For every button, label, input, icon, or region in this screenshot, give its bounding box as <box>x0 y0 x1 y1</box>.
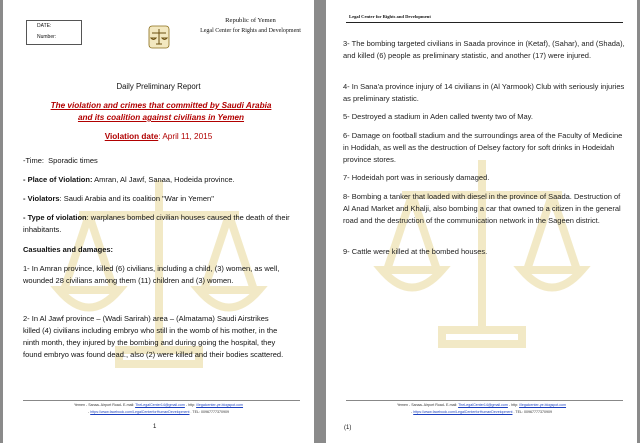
place-line <box>23 174 303 186</box>
casualty-item-5: 5- Destroyed a stadium in Aden called twenty two of May. <box>343 112 533 121</box>
violators-label: - Violators <box>23 194 60 203</box>
casualty-item-6: 6- Damage on football stadium and the surroundings area of the Faculty of Medicine in Hodidah, as well as the destruction of Delsey factory for soft drinks in Hodeidah province stores. <box>343 131 623 164</box>
type-line <box>23 212 303 236</box>
footer-http: - http: <box>507 403 520 407</box>
footer-divider <box>23 400 300 401</box>
page-footer <box>326 402 637 416</box>
headline-line-1: The violation and crimes that committed by Saudi Arabia <box>50 101 272 110</box>
casualty-item-7: 7- Hodeidah port was in seriously damaged. <box>343 173 490 182</box>
scales-logo-icon <box>148 25 170 49</box>
violators-line <box>23 193 303 205</box>
type-label: - Type of violation <box>23 213 87 222</box>
report-headline <box>23 100 299 124</box>
casualties-heading <box>23 244 303 256</box>
type-value: : warplanes bombed civilian houses caused the death of their inhabitants. <box>23 213 290 234</box>
place-label: - Place of Violation: <box>23 175 93 184</box>
page-footer <box>3 402 314 416</box>
footer-tel: . TEL: 00967777370909 <box>512 410 552 414</box>
footer-tel: . TEL: 00967777370909 <box>189 410 229 414</box>
place-value: Amran, Al Jawf, Sanaa, Hodeida province. <box>92 175 235 184</box>
footer-divider <box>346 400 623 401</box>
violation-date-label: Violation date <box>104 132 159 141</box>
casualty-item-1: 1- In Amran province, killed (6) civilians, including a child, (3) women, as well, wounded 28 civilians among them (11) children and (3) women. <box>23 264 280 285</box>
org-country: Republic of Yemen <box>225 17 276 24</box>
page-number: 1 <box>153 424 157 430</box>
violation-date-value: : April 11, 2015 <box>158 132 213 141</box>
headline-line-2: and its coalition against civilians in Yemen <box>77 113 245 122</box>
footer-address: Yemen - Sanaa- Airport Road- E-mail: <box>396 403 459 407</box>
footer-email-link[interactable]: TheLegalCenter14@gmail.com <box>135 403 185 407</box>
footer-line-1 <box>326 402 637 409</box>
footer-facebook-link[interactable]: https://www.facebook.com/LegalCenterforHumanDevelopment <box>90 410 190 414</box>
footer-email-link[interactable]: TheLegalCenter14@gmail.com <box>458 403 508 407</box>
footer-site-link[interactable]: //legalcenter-ye.blogspot.com <box>519 403 567 407</box>
time-line <box>23 155 303 167</box>
footer-http: - http: <box>184 403 197 407</box>
casualty-item-8: 8- Bombing a tanker that loaded with diesel in the province of Saada. Destruction of Al Anad Market and Khalji, also bombing a car that owned to a citizen in the general road and the destruction of the communication network in the Sageen district. <box>343 192 621 225</box>
running-header: Legal Center for Rights and Development <box>349 14 431 19</box>
org-name: Legal Center for Rights and Development <box>200 28 301 34</box>
date-label: DATE: <box>37 23 52 29</box>
casualty-item-4: 4- In Sana'a province injury of 14 civilians in (Al Yarmook) Club with seriously injuries as preliminary statistic. <box>343 82 625 103</box>
footer-dash: - <box>411 410 414 414</box>
organization-header <box>193 15 308 37</box>
document-page-1 <box>3 0 314 443</box>
footer-line-2 <box>3 409 314 416</box>
footer-address: Yemen - Sanaa- Airport Road- E-mail: <box>73 403 136 407</box>
casualty-item-3: 3- The bombing targeted civilians in Saada province in (Ketaf), (Sahar), and (Shada), and killed (6) people as preliminary statistic, and another (17) were injured. <box>343 39 625 60</box>
footer-line-1 <box>3 402 314 409</box>
header-divider <box>346 22 623 23</box>
report-title: Daily Preliminary Report <box>116 82 201 91</box>
casualty-item-2: 2- In Al Jawf province – (Wadi Sarirah) area – (Almatama) Saudi Airstrikes killed (4) civilians including embryo who still in the womb of his mother, in the ninth month, they injured by the bombing and during going the hospital, they found embryo was found dead., also (2) were killed and their bodies scattered. <box>23 314 284 359</box>
casualties-heading-text: Casualties and damages: <box>23 245 114 254</box>
page-number: (1) <box>344 425 352 431</box>
document-page-2 <box>326 0 637 443</box>
time-value: Sporadic times <box>48 156 98 165</box>
time-label: -Time: <box>23 156 44 165</box>
casualty-item-9: 9- Cattle were killed at the bombed houses. <box>343 247 488 256</box>
footer-dash: - <box>88 410 91 414</box>
violators-value: : Saudi Arabia and its coalition "War in Yemen" <box>59 194 214 203</box>
footer-line-2 <box>326 409 637 416</box>
footer-facebook-link[interactable]: https://www.facebook.com/LegalCenterforHumanDevelopment <box>413 410 513 414</box>
number-label: Number: <box>37 34 57 40</box>
date-number-box <box>26 20 82 45</box>
footer-site-link[interactable]: //legalcenter-ye.blogspot.com <box>196 403 244 407</box>
violation-date <box>3 132 314 141</box>
